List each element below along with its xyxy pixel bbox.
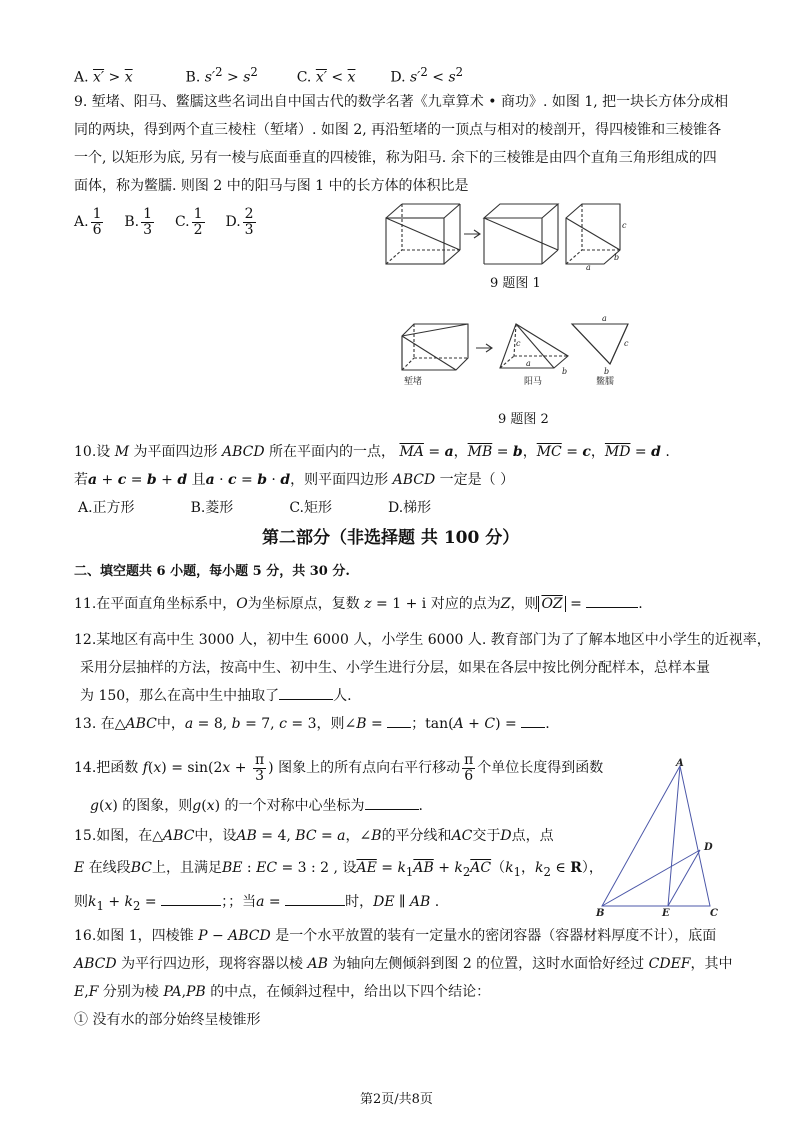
q9-fig1-caption: 9 题图 1 [490, 276, 541, 291]
tri-label-c: C [710, 908, 718, 919]
tri-label-a: A [676, 758, 684, 769]
q9-line1: 9. 堑堵、阳马、鳖臑这些名词出自中国古代的数学名著《九章算术 • 商功》. 如图 1, 把一块长方体分成相 [74, 94, 729, 110]
q9-line4: 面体，称为鳖臑. 则图 2 中的阳马与图 1 中的长方体的体积比是 [74, 178, 469, 194]
q8-options: A. $x' > \overline{x}$ B. $s'^2 > s^2$ C. $x' < \overline{x}$ D. $s'^2 < s^2$ [74, 65, 464, 86]
q9-frac-a: $\frac{1}{6}$ [92, 205, 102, 238]
q11: 11.在平面直角坐标系中，O为坐标原点，复数 z = 1 + i 对应的点为Z，则 $\overline{OZ}$ = . [74, 596, 643, 612]
q9-frac-d: $\frac{2}{3}$ [244, 205, 254, 238]
q9-options: A. $\frac{1}{6}$ B. $\frac{1}{3}$ C. $\frac{1}{2}$ D. $\frac{2}{3}$ [74, 205, 254, 238]
svg-text:a: a [602, 314, 607, 323]
svg-text:a: a [526, 359, 531, 368]
part2-title: 第二部分（非选择题 共 100 分） [262, 528, 520, 548]
page-footer: 第2页/共8页 [360, 1092, 433, 1107]
q12-line2: 采用分层抽样的方法，按高中生、初中生、小学生进行分层，如果在各层中按比例分配样本，总样本量 [80, 660, 710, 676]
q12-line1: 12.某地区有高中生 3000 人，初中生 6000 人，小学生 6000 人. 教育部门为了了解本地区中小学生的近视率， [74, 632, 771, 648]
q10-line2: 若a + c = b + d 且a · c = b · d，则平面四边形 ABCD 一定是（ ） [74, 472, 515, 488]
tri-label-b: B [596, 908, 605, 919]
q9-fig2-label-1: 堑堵 [404, 377, 423, 387]
q16-line1: 16.如图 1，四棱锥 P − ABCD 是一个水平放置的装有一定量水的密闭容器（容器材料厚度不计），底面 [74, 928, 717, 944]
q12-line3: 为 150，那么在高中生中抽取了 人. [80, 688, 352, 704]
q10-line1: 10.设 M 为平面四边形 ABCD 所在平面内的一点， $\overline{MA} = a$，$\overline{MB} = b$，$\overline{MC} = c$，$\overline{MD} = d$ . [74, 444, 670, 460]
q9-figure1 [380, 200, 640, 272]
q16-line3: E,F 分别为棱 PA,PB 的中点，在倾斜过程中，给出以下四个结论： [74, 984, 491, 1000]
q14-line2: g(x) 的图象，则g(x) 的一个对称中心坐标为 . [90, 798, 423, 814]
q10-options: A.正方形 B.菱形 C.矩形 D.梯形 [78, 500, 432, 516]
svg-text:c: c [624, 339, 629, 348]
q16-line2: ABCD 为平行四边形，现将容器以棱 AB 为轴向左侧倾斜到图 2 的位置，这时水面恰好经过 CDEF，其中 [74, 956, 733, 972]
q15-line2: E 在线段BC上，且满足BE : EC = 3 : 2 , 设$\overline{AE} = k_1\overline{AB} + k_2\overline{AC}(k_1$，$k_2$ ∈ R）， [74, 860, 603, 879]
q15-triangle-figure [592, 758, 732, 918]
q9-frac-c: $\frac{1}{2}$ [193, 205, 203, 238]
q15-line3: 则$k_1 + k_2$ = ；；当a = 时，DE ∥ AB . [74, 894, 440, 913]
q9-frac-b: $\frac{1}{3}$ [143, 205, 153, 238]
q9-line3: 一个, 以矩形为底, 另有一棱与底面垂直的四棱锥，称为阳马. 余下的三棱锥是由四个直角三角形组成的四 [74, 150, 717, 166]
q14-line1: 14.把函数 f(x) = sin(2x + $\frac{\pi}{3}$ ) 图象上的所有点向右平行移动 $\frac{\pi}{6}$ 个单位长度得到函数 [74, 751, 604, 784]
q8-option-b: B. [185, 69, 201, 86]
q16-item1: ① 没有水的部分始终呈棱锥形 [74, 1012, 261, 1028]
q9-fig2-caption: 9 题图 2 [498, 412, 549, 427]
q9-line2: 同的两块，得到两个直三棱柱（堑堵）. 如图 2, 再沿堑堵的一顶点与相对的棱剖开，得四棱锥和三棱锥各 [74, 122, 722, 138]
q9-fig2-label-2: 阳马 [524, 377, 543, 387]
q9-figure2 [396, 316, 646, 388]
q9-fig2-label-3: 鳖臑 [596, 377, 615, 387]
svg-text:c: c [516, 339, 521, 348]
q8-option-a: A. [74, 69, 89, 86]
tri-label-e: E [662, 908, 670, 919]
q8-option-d: D. [390, 69, 406, 86]
tri-label-d: D [704, 842, 713, 853]
section2-header: 二、填空题共 6 小题，每小题 5 分，共 30 分. [74, 564, 350, 579]
q8-option-c: C. [296, 69, 312, 86]
svg-text:a: a [586, 263, 591, 272]
svg-text:b: b [614, 253, 620, 262]
svg-text:b: b [562, 367, 568, 376]
q13: 13. 在△ABC中，a = 8, b = 7, c = 3，则∠B = ；tan(A + C) = . [74, 716, 550, 732]
q15-line1: 15.如图，在△ABC中，设AB = 4, BC = a，∠B的平分线和AC交于D点，点 [74, 828, 554, 844]
svg-text:b: b [604, 367, 610, 376]
svg-text:c: c [622, 221, 627, 230]
